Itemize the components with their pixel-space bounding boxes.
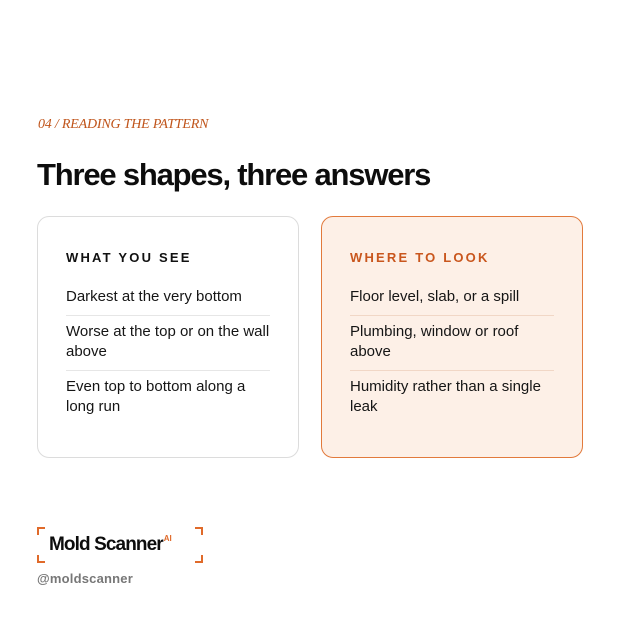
social-handle: @moldscanner	[37, 571, 133, 586]
brand-logo	[37, 527, 203, 563]
card-heading: WHAT YOU SEE	[66, 250, 192, 265]
brand-ai-badge: AI	[163, 534, 172, 543]
list-item: Darkest at the very bottom	[66, 281, 270, 316]
list-item: Worse at the top or on the wall above	[66, 316, 270, 371]
what-you-see-card	[37, 216, 299, 458]
list-item: Even top to bottom along a long run	[66, 378, 246, 415]
section-eyebrow: 04 / READING THE PATTERN	[38, 117, 209, 132]
list-item: Floor level, slab, or a spill	[350, 281, 554, 316]
brand-name: Mold Scanner	[49, 534, 163, 555]
frame-corner-icon	[37, 555, 45, 563]
list-item: Plumbing, window or roof above	[350, 316, 554, 371]
card-heading: WHERE TO LOOK	[350, 250, 490, 265]
frame-corner-icon	[37, 527, 45, 535]
frame-corner-icon	[195, 555, 203, 563]
where-to-look-card	[321, 216, 583, 458]
page-title: Three shapes, three answers	[37, 157, 431, 192]
frame-corner-icon	[195, 527, 203, 535]
brand-name-wrap	[49, 534, 172, 556]
list-item: Humidity rather than a single leak	[350, 378, 541, 415]
